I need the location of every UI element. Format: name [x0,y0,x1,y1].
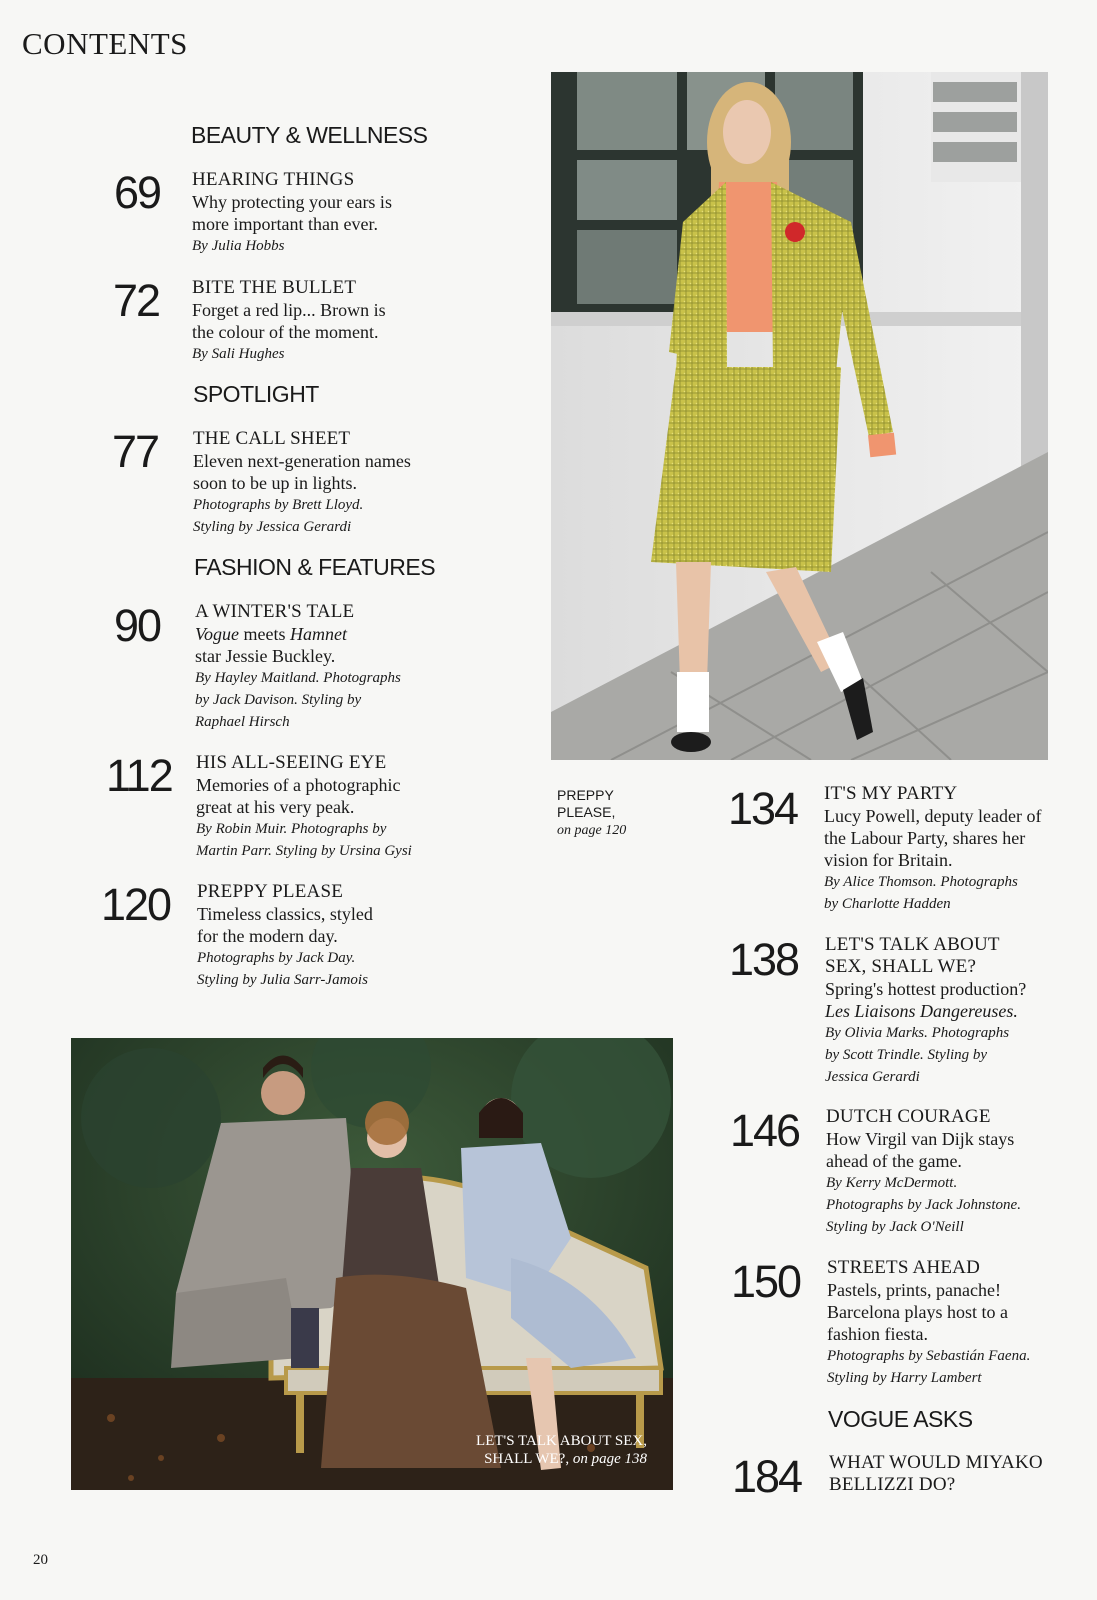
sex-photo-illustration [71,1038,673,1490]
caption-page-ref: on page 120 [557,823,627,838]
entry-title: STREETS AHEAD [827,1257,981,1278]
entry-credit: By Julia Hobbs [192,238,285,254]
entry-title: PREPPY PLEASE [197,881,344,902]
entry-description: Pastels, prints, panache! Barcelona plays host to a fashion fiesta. [827,1280,1008,1344]
contents-entry[interactable] [825,934,1065,1088]
contents-entry[interactable] [197,881,447,991]
entry-title: LET'S TALK ABOUT SEX, SHALL WE? [825,934,1000,977]
page-number: 120 [101,879,171,930]
entry-description-em: Hamnet [290,624,347,644]
entry-description: Spring's hottest production? [825,979,1027,999]
entry-credit: By Alice Thomson. Photographs by Charlotte Hadden [824,874,1018,912]
entry-title: WHAT WOULD MIYAKO BELLIZZI DO? [829,1452,1043,1495]
entry-credit: By Kerry McDermott. Photographs by Jack Johnstone. Styling by Jack O'Neill [826,1175,1021,1235]
entry-description-em: Vogue [195,624,239,644]
contents-entry[interactable] [192,277,442,365]
entry-credit: By Robin Muir. Photographs by Martin Parr. Styling by Ursina Gysi [196,821,412,859]
contents-entry[interactable] [826,1106,1066,1238]
page-number: 184 [732,1451,802,1502]
contents-entry[interactable] [824,783,1064,915]
entry-credit: By Sali Hughes [192,346,285,362]
page-number: 77 [112,426,159,477]
page-title: CONTENTS [22,26,188,61]
page-number: 69 [114,167,161,218]
page-number: 146 [730,1105,800,1156]
preppy-please-photo[interactable] [551,72,1048,760]
entry-credit: By Hayley Maitland. Photographs by Jack Davison. Styling by Raphael Hirsch [195,670,401,730]
contents-entry[interactable] [827,1257,1067,1389]
page-number: 150 [731,1256,801,1307]
page-number: 138 [729,934,799,985]
entry-title: DUTCH COURAGE [826,1106,991,1127]
entry-description: Memories of a photographic great at his very peak. [196,775,401,817]
section-heading-vogue-asks: VOGUE ASKS [828,1406,973,1432]
page-number: 90 [114,600,161,651]
entry-description: Forget a red lip... Brown is the colour of the moment. [192,300,386,342]
contents-entry[interactable] [196,752,446,862]
section-heading-fashion: FASHION & FEATURES [194,554,436,580]
entry-credit: Photographs by Jack Day. Styling by Julia Sarr-Jamois [197,950,368,988]
entry-title: IT'S MY PARTY [824,783,958,804]
entry-description: Timeless classics, styled for the modern day. [197,904,373,946]
entry-description: Lucy Powell, deputy leader of the Labour Party, shares her vision for Britain. [824,806,1042,870]
entry-title: HEARING THINGS [192,169,355,190]
entry-description: Why protecting your ears is more important than ever. [192,192,392,234]
page-number: 134 [728,783,798,834]
entry-title: BITE THE BULLET [192,277,357,298]
entry-title: THE CALL SHEET [193,428,351,449]
photo-caption-preppy: PREPPY PLEASE, on page 120 [557,787,627,838]
contents-entry[interactable] [192,169,442,257]
entry-description: Vogue meets Hamnet star Jessie Buckley. [195,624,347,666]
entry-credit: Photographs by Sebastián Faena. Styling by Harry Lambert [827,1348,1031,1386]
contents-entry[interactable] [193,428,443,538]
section-heading-spotlight: SPOTLIGHT [193,381,319,407]
caption-page-ref: on page 138 [572,1451,647,1467]
photo-caption-sex: LET'S TALK ABOUT SEX, SHALL WE?, on page 138 [476,1433,647,1467]
entry-description-em: Les Liaisons Dangereuses. [825,1001,1018,1021]
page-number: 112 [106,750,172,801]
page-number-folio: 20 [33,1552,48,1568]
entry-title: A WINTER'S TALE [195,601,355,622]
entry-credit: Photographs by Brett Lloyd. Styling by Jessica Gerardi [193,497,364,535]
entry-description: How Virgil van Dijk stays ahead of the game. [826,1129,1015,1171]
entry-title: HIS ALL-SEEING EYE [196,752,387,773]
entry-description: Eleven next-generation names soon to be up in lights. [193,451,411,493]
section-heading-beauty: BEAUTY & WELLNESS [191,122,428,148]
contents-entry[interactable] [829,1452,1059,1496]
page-number: 72 [113,275,160,326]
entry-credit: By Olivia Marks. Photographs by Scott Trindle. Styling by Jessica Gerardi [825,1025,1010,1085]
preppy-photo-illustration [551,72,1048,760]
contents-entry[interactable] [195,601,445,733]
lets-talk-about-sex-photo[interactable] [71,1038,673,1490]
